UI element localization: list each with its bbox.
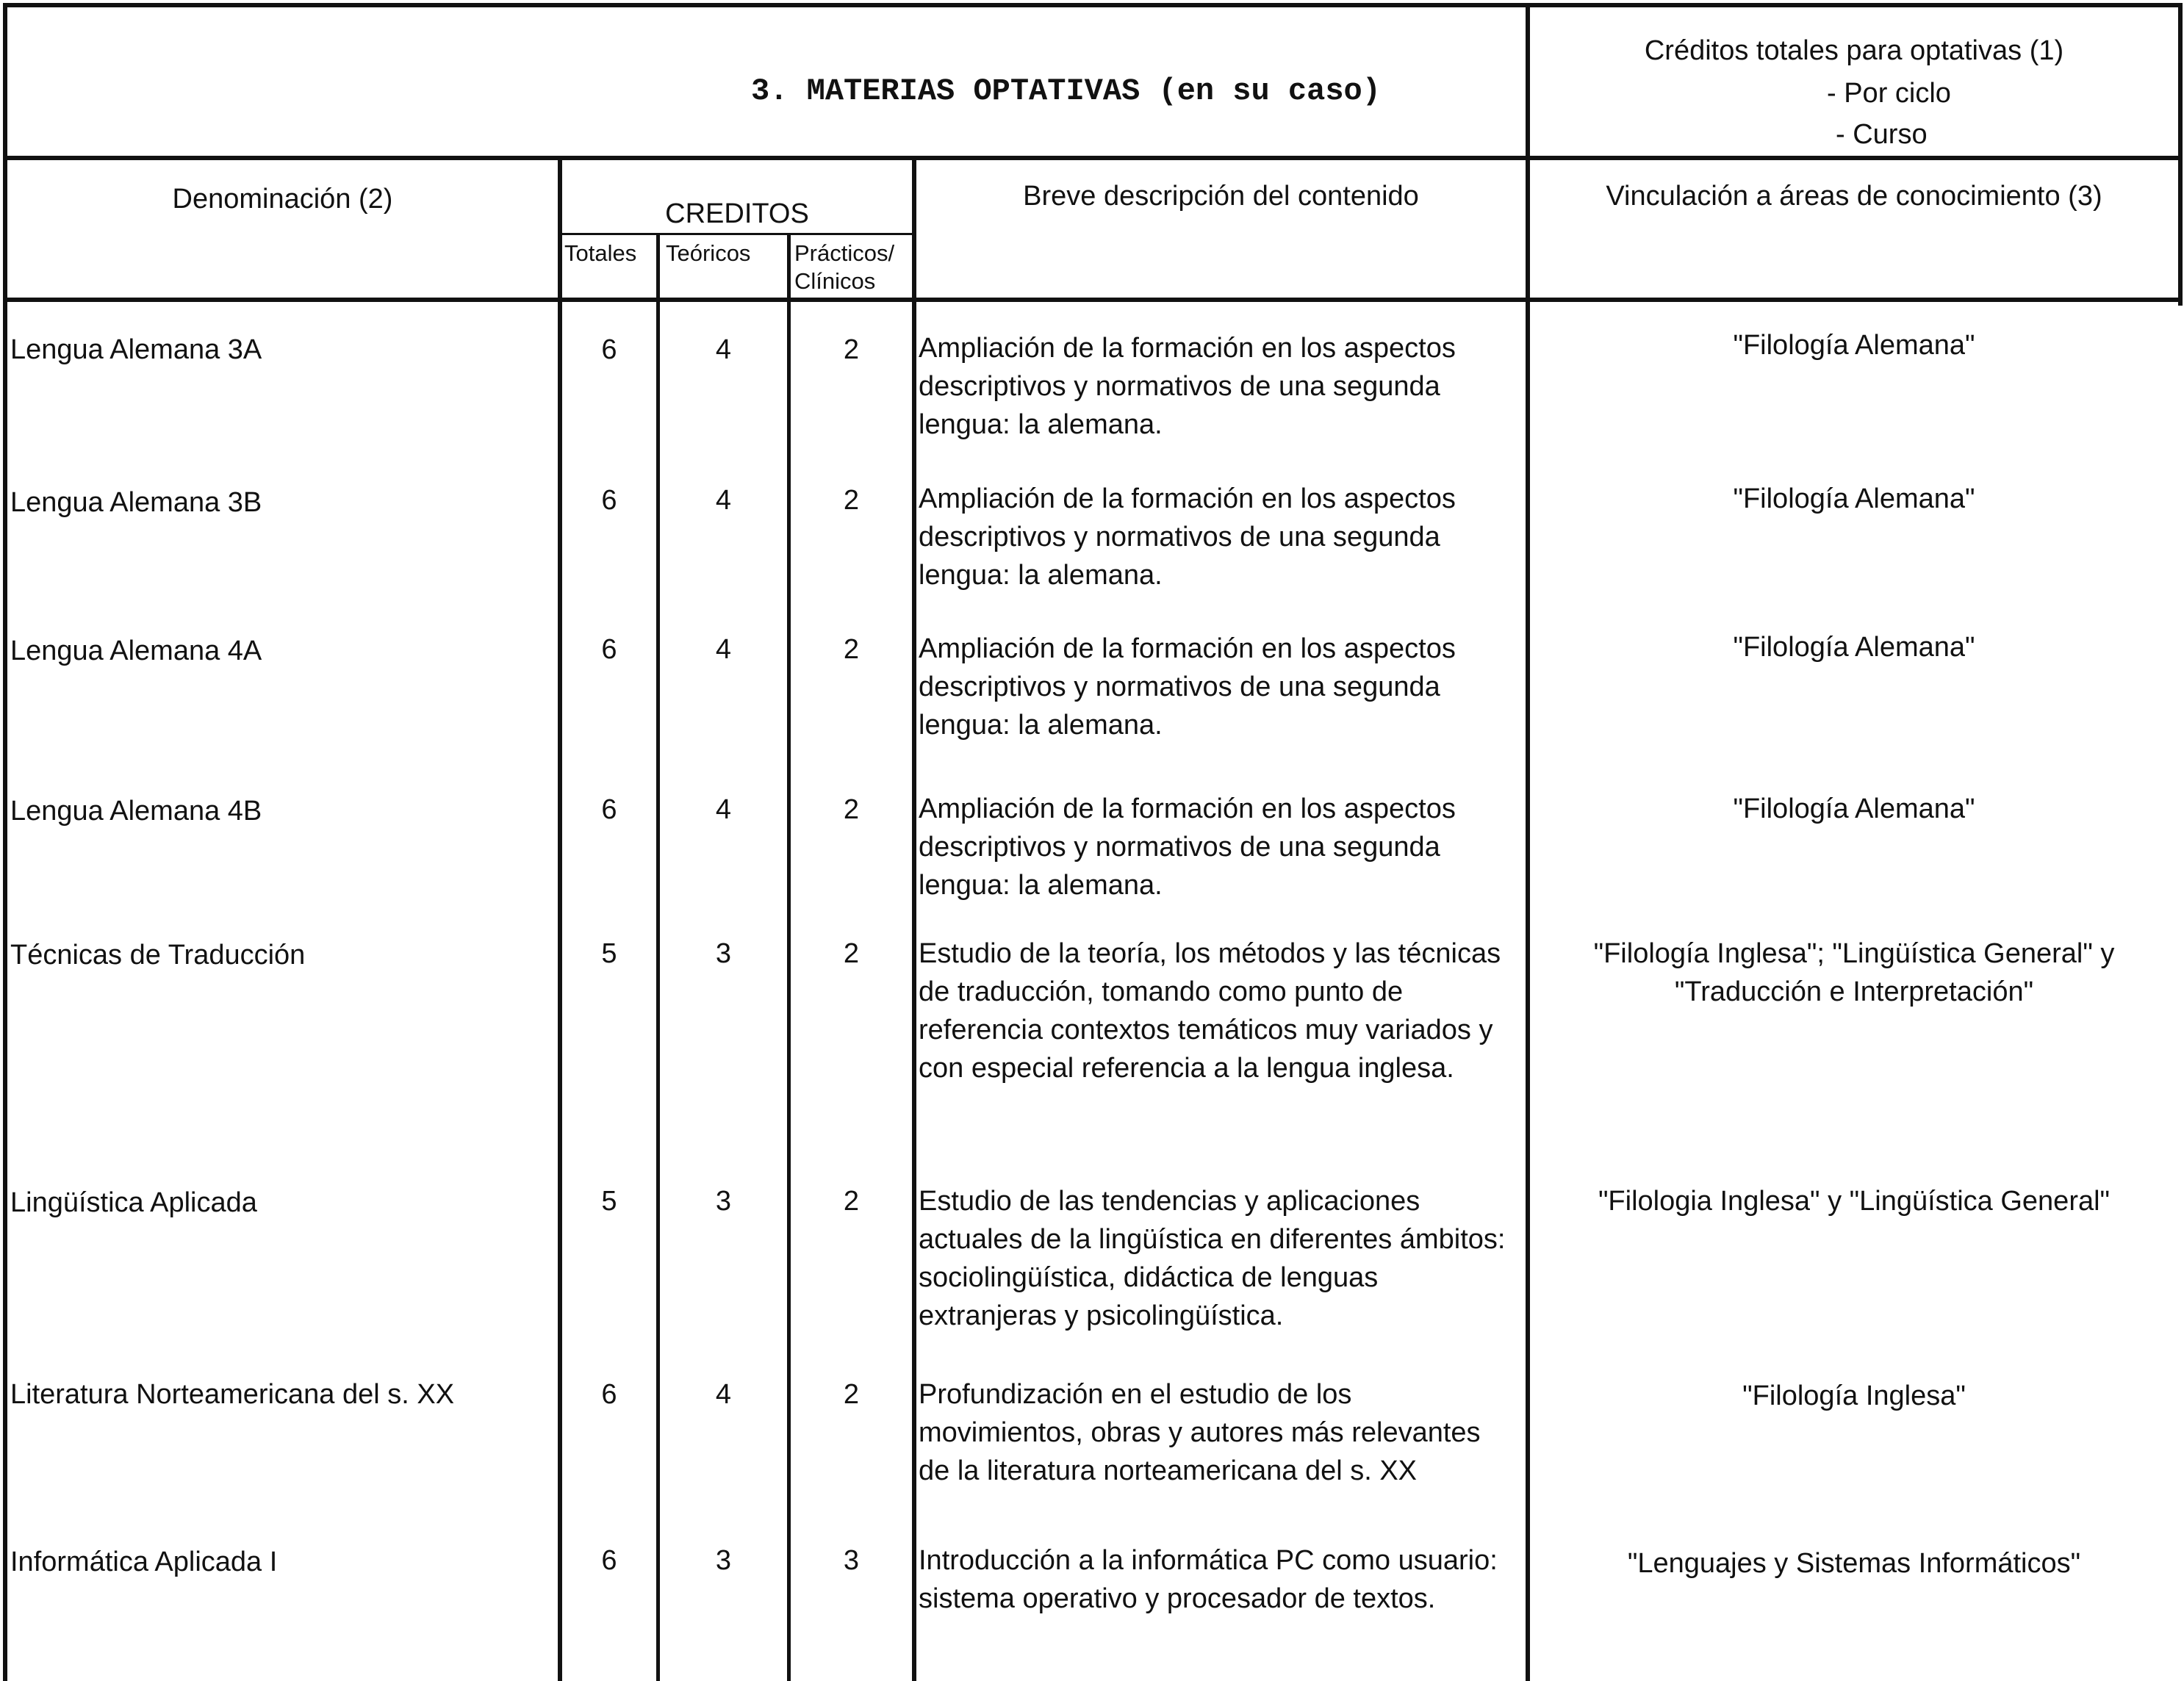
header-practicos-2: Clínicos <box>794 268 876 294</box>
row-area: "Filologia Inglesa" y "Lingüística General" <box>1598 1186 2111 1217</box>
header-totales: Totales <box>564 240 637 266</box>
header-creditos: CREDITOS <box>665 198 809 229</box>
row-totales: 5 <box>601 938 617 969</box>
row-name: Lingüística Aplicada <box>10 1187 257 1218</box>
row-name: Técnicas de Traducción <box>10 940 306 971</box>
row-practicos: 2 <box>843 938 860 969</box>
row-practicos: 2 <box>843 794 860 825</box>
row-practicos: 3 <box>843 1545 860 1576</box>
row-name: Lengua Alemana 3A <box>10 334 262 365</box>
row-totales: 5 <box>601 1186 617 1217</box>
row-name: Informática Aplicada I <box>10 1547 278 1577</box>
row-practicos: 2 <box>843 485 860 516</box>
row-practicos: 2 <box>843 634 860 665</box>
row-description: Ampliación de la formación en los aspectos descriptivos y normativos de una segunda lengua: la alemana. <box>919 633 1456 741</box>
row-teoricos: 4 <box>715 634 732 665</box>
credits-box-line-2: - Por ciclo <box>1827 78 1951 109</box>
row-name: Lengua Alemana 4B <box>10 796 262 827</box>
header-practicos-1: Prácticos/ <box>794 240 895 266</box>
header-teoricos: Teóricos <box>666 240 751 266</box>
row-totales: 6 <box>601 1379 617 1410</box>
creditos-right-divider <box>912 160 916 1681</box>
header-denominacion: Denominación (2) <box>172 184 393 215</box>
row-totales: 6 <box>601 634 617 665</box>
row-teoricos: 4 <box>715 485 732 516</box>
row-description: Ampliación de la formación en los aspectos descriptivos y normativos de una segunda lengua: la alemana. <box>919 793 1456 901</box>
row-name: Lengua Alemana 4A <box>10 636 262 666</box>
row-teoricos: 3 <box>715 1186 732 1217</box>
row-area: "Filología Alemana" <box>1733 793 1975 824</box>
row-name: Lengua Alemana 3B <box>10 487 262 518</box>
row-area: "Filología Alemana" <box>1733 330 1975 361</box>
credits-box-line-1: Créditos totales para optativas (1) <box>1644 35 2064 66</box>
header-row-divider <box>3 298 2183 302</box>
row-practicos: 2 <box>843 1379 860 1410</box>
row-totales: 6 <box>601 794 617 825</box>
row-area: "Filología Alemana" <box>1733 632 1975 663</box>
row-teoricos: 4 <box>715 1379 732 1410</box>
creditos-subheader-divider <box>560 233 914 235</box>
row-teoricos: 4 <box>715 334 732 365</box>
title-row-divider <box>3 156 2183 160</box>
row-description: Introducción a la informática PC como usuario: sistema operativo y procesador de textos. <box>919 1545 1498 1614</box>
row-area: "Filología Inglesa" <box>1742 1381 1966 1411</box>
row-totales: 6 <box>601 334 617 365</box>
table-border-right <box>2178 3 2183 306</box>
row-teoricos: 3 <box>715 1545 732 1576</box>
credits-box-line-3: - Curso <box>1836 119 1928 150</box>
row-teoricos: 3 <box>715 938 732 969</box>
row-area: "Lenguajes y Sistemas Informáticos" <box>1627 1548 2081 1579</box>
section-title: 3. MATERIAS OPTATIVAS (en su caso) <box>751 73 1381 109</box>
row-description: Estudio de la teoría, los métodos y las técnicas de traducción, tomando como punto de referencia contextos temáticos muy variados y con especial referencia a la lengua inglesa. <box>919 938 1501 1084</box>
row-description: Estudio de las tendencias y aplicaciones actuales de la lingüística en diferentes ámbitos: sociolingüística, didáctica de lenguas extranjeras y psicolingüística. <box>919 1186 1506 1331</box>
row-totales: 6 <box>601 485 617 516</box>
row-totales: 6 <box>601 1545 617 1576</box>
title-vertical-divider <box>1526 3 1530 1681</box>
row-teoricos: 4 <box>715 794 732 825</box>
header-vinculacion: Vinculación a áreas de conocimiento (3) <box>1606 181 2102 212</box>
row-description: Ampliación de la formación en los aspectos descriptivos y normativos de una segunda lengua: la alemana. <box>919 483 1456 591</box>
row-description: Ampliación de la formación en los aspectos descriptivos y normativos de una segunda lengua: la alemana. <box>919 333 1456 440</box>
row-practicos: 2 <box>843 334 860 365</box>
row-practicos: 2 <box>843 1186 860 1217</box>
header-descripcion: Breve descripción del contenido <box>1023 181 1419 212</box>
row-description: Profundización en el estudio de los movimientos, obras y autores más relevantes de la literatura norteamericana del s. XX <box>919 1379 1481 1486</box>
table-border-left <box>3 3 7 1681</box>
creditos-left-divider <box>558 160 562 1681</box>
row-area: "Filología Alemana" <box>1733 483 1975 514</box>
row-area: "Filología Inglesa"; "Lingüística General" y "Traducción e Interpretación" <box>1593 938 2115 1007</box>
row-name: Literatura Norteamericana del s. XX <box>10 1379 455 1410</box>
table-border-top <box>3 3 2183 7</box>
